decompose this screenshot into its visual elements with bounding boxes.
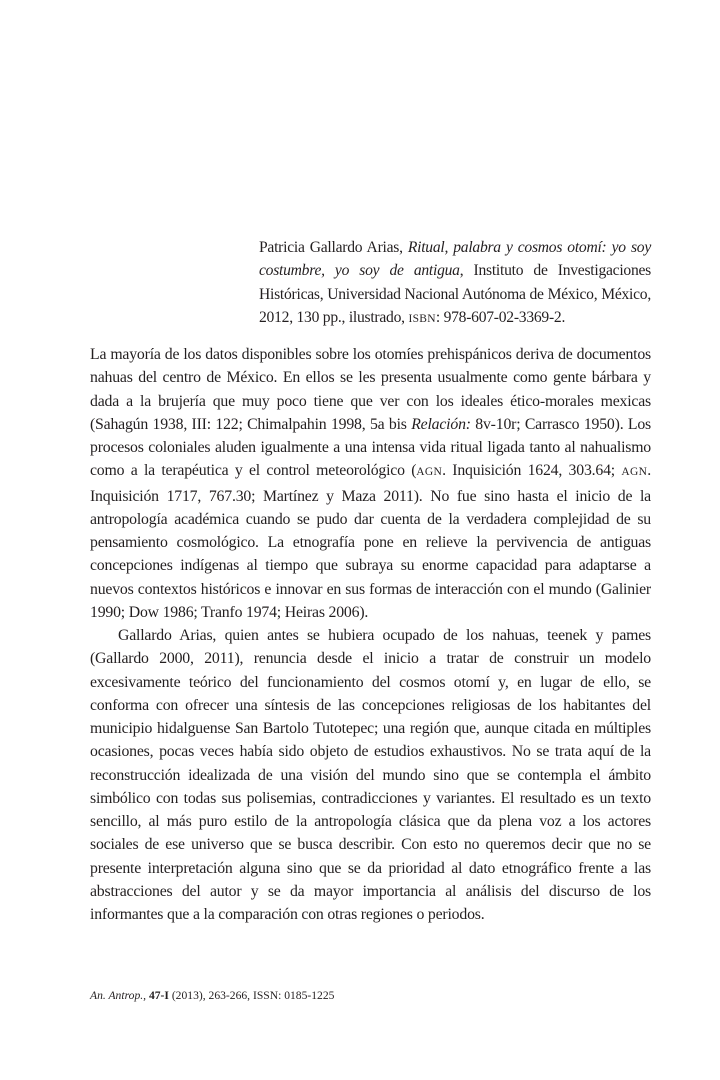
agn-abbrev-2: AGN — [621, 466, 648, 479]
citation-title: Ritual, palabra y cosmos otomí: yo soy costumbre, yo soy de antigua — [259, 239, 651, 280]
paragraph-1-text-a: La mayoría de los datos disponibles sobre los otomíes prehispánicos deriva de documentos nahuas del centro de México. En ellos se les presenta usualmente como gente bárbara y dada a la brujería que muy poco tiene que ver con los ideales ético-morales mexicas (Sahagún 1938, III: 122; Chimalpahin 1998, 5a bis — [90, 346, 651, 433]
review-body — [90, 343, 651, 926]
paragraph-1-text-d: . Inquisición 1717, 767.30; Martínez y Maza 2011). No fue sino hasta el inicio de la antropología académica cuando se pudo dar cuenta de la verdadera complejidad de su pensamiento cosmológico. La etnografía pone en relieve la pervivencia de antiguas concepciones indígenas al tiempo que subraya su enorme capacidad para adaptarse a nuevos contextos históricos e innovar en sus formas de interacción con el mundo (Galinier 1990; Dow 1986; Tranfo 1974; Heiras 2006). — [90, 462, 651, 621]
page-footer — [90, 989, 334, 1003]
citation-isbn-label: ISBN — [408, 312, 436, 325]
footer-details: (2013), 263-266, ISSN: 0185-1225 — [168, 989, 335, 1002]
paragraph-1 — [90, 343, 651, 624]
relacion-italic: Relación: — [411, 415, 471, 433]
citation-publisher: , Instituto de Investigaciones Históricas, Universidad Nacional Autónoma de México, México, 2012, 130 pp., ilustrado, — [259, 262, 652, 326]
paragraph-1-text-b: 8v-10r; Carrasco 1950). Los procesos coloniales aluden igualmente a una intensa vida ritual ligada tanto al nahualismo como a la terapéutica y el control meteorológico ( — [90, 415, 651, 480]
citation-isbn-value: : 978-607-02-3369-2. — [435, 308, 566, 326]
agn-abbrev-1: AGN — [416, 466, 443, 479]
citation-author: Patricia Gallardo Arias, — [259, 239, 408, 256]
paragraph-2: Gallardo Arias, quien antes se hubiera ocupado de los nahuas, teenek y pames (Gallardo 2000, 2011), renuncia desde el inicio a tratar de construir un modelo excesivamente teórico del funcionamiento del cosmos otomí y, en lugar de ello, se conforma con ofrecer una síntesis de las concepciones religiosas de los habitantes del municipio hidalguense San Bartolo Tutotepec; una región que, aunque citada en múltiples ocasiones, pocas veces había sido objeto de estudios exhaustivos. No se trata aquí de la reconstrucción idealizada de una visión del mundo sino que se contempla el ámbito simbólico con todas sus polisemias, contradicciones y variantes. El resultado es un texto sencillo, al más puro estilo de la antropología clásica que da plena voz a los actores sociales de ese universo que se busca describir. Con esto no queremos decir que no se presente interpretación alguna sino que se da prioridad al dato etnográfico frente a las abstracciones del autor y se da mayor importancia al análisis del discurso de los informantes que a la comparación con otras regiones o periodos. — [90, 627, 651, 923]
paragraph-1-text-c: . Inquisición 1624, 303.64; — [442, 462, 622, 480]
footer-journal: An. Antrop., — [90, 989, 147, 1002]
footer-volume: 47-I — [148, 989, 169, 1002]
book-citation — [259, 236, 651, 331]
